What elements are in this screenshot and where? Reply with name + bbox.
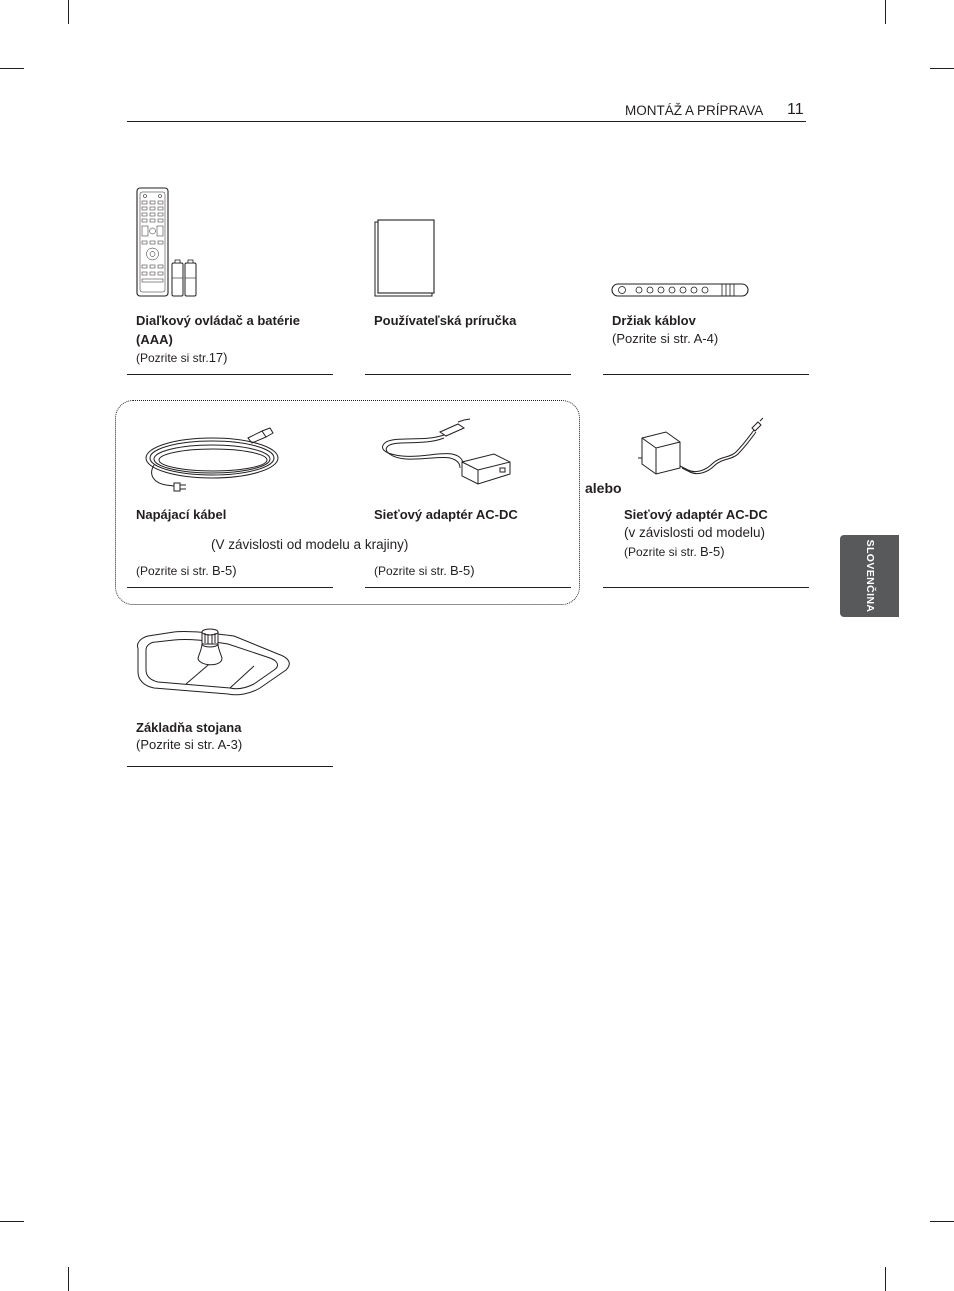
page-number: 11 xyxy=(787,101,804,118)
cable-holder-icon xyxy=(610,282,750,298)
wall-adapter-icon xyxy=(636,418,766,480)
crop-mark xyxy=(0,1221,24,1222)
item-title: Držiak káblov xyxy=(612,313,696,328)
crop-mark xyxy=(885,0,886,24)
or-label: alebo xyxy=(585,480,622,496)
item-title: Diaľkový ovládač a batérie (AAA) xyxy=(136,313,300,347)
crop-mark xyxy=(930,68,954,69)
item-reference-page: 17) xyxy=(208,350,228,365)
item-reference xyxy=(624,543,725,561)
remote-and-batteries-icon xyxy=(136,186,200,298)
item-rule xyxy=(127,766,333,767)
item-reference-prefix: (Pozrite si str. xyxy=(624,545,701,559)
item-reference-page: B-5) xyxy=(700,544,725,559)
stand-base-icon xyxy=(134,626,294,698)
item-reference-prefix: (Pozrite si str. xyxy=(136,564,213,578)
item-reference-prefix: (Pozrite si str. xyxy=(374,564,451,578)
manual-book-icon xyxy=(372,218,438,298)
item-reference xyxy=(136,349,227,367)
item-reference-prefix: (Pozrite si str. xyxy=(136,351,209,365)
crop-mark xyxy=(68,1267,69,1291)
item-subtitle: (v závislosti od modelu) xyxy=(624,525,766,540)
item-rule xyxy=(603,587,809,588)
ac-dc-adapter-icon xyxy=(378,418,514,488)
item-rule xyxy=(365,374,571,375)
header-rule xyxy=(127,121,806,122)
item-reference xyxy=(136,562,237,580)
section-title: MONTÁŽ A PRÍPRAVA xyxy=(625,103,764,118)
item-title: Sieťový adaptér AC-DC xyxy=(624,507,768,522)
item-rule xyxy=(603,374,809,375)
crop-mark xyxy=(68,0,69,24)
item-reference-page: B-5) xyxy=(212,563,237,578)
item-rule xyxy=(365,587,571,588)
power-cord-icon xyxy=(140,425,282,497)
item-reference-page: B-5) xyxy=(450,563,475,578)
language-tab-label: SLOVENČINA xyxy=(863,539,876,613)
item-rule xyxy=(127,587,333,588)
item-title: Základňa stojana xyxy=(136,720,242,735)
item-title: Napájací kábel xyxy=(136,507,227,522)
language-tab xyxy=(840,535,899,617)
item-reference: (Pozrite si str. A-4) xyxy=(612,331,719,346)
group-note: (V závislosti od modelu a krajiny) xyxy=(211,537,409,552)
item-title: Používateľská príručka xyxy=(374,313,517,328)
crop-mark xyxy=(930,1221,954,1222)
item-title: Sieťový adaptér AC-DC xyxy=(374,507,518,522)
crop-mark xyxy=(885,1267,886,1291)
item-reference xyxy=(374,562,475,580)
item-reference: (Pozrite si str. A-3) xyxy=(136,737,243,752)
item-rule xyxy=(127,374,333,375)
crop-mark xyxy=(0,68,24,69)
